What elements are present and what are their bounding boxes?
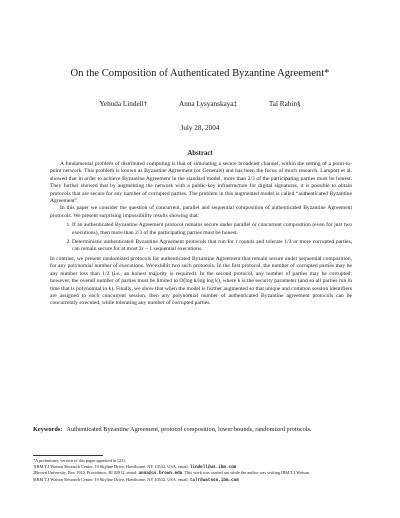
email-link[interactable]: talr@watson.ibm.com (189, 477, 239, 483)
abstract-body (50, 161, 352, 308)
keywords-section (33, 426, 369, 434)
email-link[interactable]: anna@cs.brown.edu (138, 471, 183, 476)
result-list (50, 222, 352, 254)
author-list (0, 100, 400, 108)
footnote-tail: . This work was carried out while the author was visiting IBM T.J.Watson. (182, 470, 311, 475)
author-name: Yehuda Lindell† (99, 100, 148, 108)
footnote-text: ‡Brown University, Box 1910, Providence, RI 02912. email: (33, 470, 138, 475)
footnote (33, 477, 371, 484)
abstract-paragraph: In contrast, we present randomized protocols for authenticated Byzantine Agreement that remain secure under sequential composition, for any polynomial number of executions. We exhibit two such protocols. In the first protocol, the number of corrupted parties may be any number less than 1/2 (i.e., an honest majority is required). In the second protocol, any number of parties may be corrupted; however, the overall number of parties must be limited to O(log k/log log k), where k is the security parameter (and so all parties run in time that is polynomial in k). Finally, we show that when the model is further augmented so that unique and common session identifiers are assigned to each concurrent session, then any polynomial number of authenticated Byzantine agreement protocols can be concurrently executed, while tolerating any number of corrupted parties. (50, 255, 352, 307)
abstract-paragraph: A fundamental problem of distributed computing is that of simulating a secure broadcast channel, within the setting of a point-to-point network. This problem is known as Byzantine Agreement (or Generals) and has been the focus of much research. Lamport et al. showed that in order to achieve Byzantine Agreement in the standard model, more than 2/3 of the participating parties must be honest. They further showed that by augmenting the network with a public-key infrastructure for digital signatures, it is possible to obtain protocols that are secure for any number of corrupted parties. The problem in this augmented model is called “authenticated Byzantine Agreement”. (50, 161, 352, 205)
abstract-heading: Abstract (187, 150, 213, 157)
email-link[interactable]: lindell@us.ibm.com (189, 464, 237, 470)
keywords-text: Authenticated Byzantine Agreement, protocol composition, lower bounds, randomized protocols. (66, 426, 312, 433)
result-list-item: 2. Deterministic authenticated Byzantine Agreement protocols that run for r rounds and tolerate 1/3 or more corrupted parties, can remain secure for at most 2r − 1 sequential executions. (72, 239, 352, 254)
keywords-label: Keywords: (33, 426, 63, 433)
footnote-text: *A preliminary version of this paper appeared in [22]. (33, 458, 126, 463)
author-name: Tal Rabin§ (268, 100, 301, 108)
footnote-divider (33, 455, 103, 456)
footnote-text: §IBM T.J.Watson Research Center, 19 Skyline Drive, Hawthorne, NY 10532, USA. email: (33, 476, 189, 482)
result-list-item: 1. If an authenticated Byzantine Agreement protocol remains secure under parallel or concurrent composition (even for just two executions), then more than 2/3 of the participating parties must be honest. (72, 222, 352, 237)
paper-title: On the Composition of Authenticated Byzantine Agreement* (70, 68, 330, 79)
author-name: Anna Lysyanskaya‡ (179, 100, 238, 108)
footnote-text: †IBM T.J.Watson Research Center, 19 Skyline Drive, Hawthorne, NY 10532, USA. email: (33, 463, 189, 469)
abstract-paragraph: In this paper we consider the question of concurrent, parallel and sequential composition of authenticated Byzantine Agreement protocols. We present surprising impossibility results showing that: (50, 205, 352, 219)
paper-date: July 28, 2004 (180, 124, 220, 132)
footnotes (33, 458, 371, 483)
